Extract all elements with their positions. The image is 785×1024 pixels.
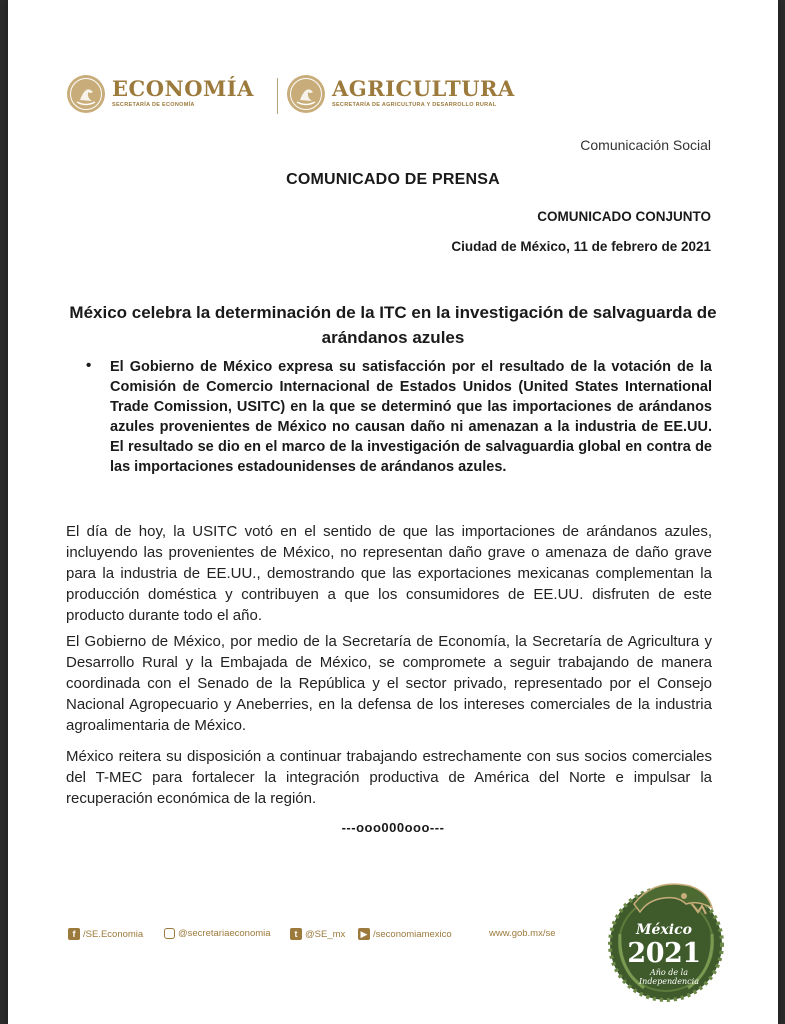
- social-footer: [68, 925, 588, 945]
- mexico-seal-icon: [66, 74, 106, 114]
- website-link[interactable]: www.gob.mx/se: [489, 928, 556, 939]
- instagram-icon: [164, 928, 175, 939]
- body-paragraph: El Gobierno de México, por medio de la Secretaría de Economía, la Secretaría de Agricultura y Desarrollo Rural y la Embajada de México, se compromete a seguir trabajando de manera coordinada con el Senado de la República y el sector privado, representado por el Consejo Nacional Agropecuario y Aneberries, en la defensa de los intereses comerciales de la industria agroalimentaria de México.: [66, 633, 712, 734]
- youtube-link[interactable]: [358, 928, 452, 940]
- emblem-country: México: [636, 922, 692, 938]
- instagram-handle: @secretariaeconomia: [178, 928, 271, 939]
- economia-logo-name: ECONOMÍA: [112, 76, 254, 101]
- instagram-link[interactable]: [164, 928, 271, 939]
- emblem-caption: [634, 968, 704, 986]
- twitter-icon: t: [290, 928, 302, 940]
- department-label: Comunicación Social: [580, 137, 711, 153]
- economia-logo-subtitle: SECRETARÍA DE ECONOMÍA: [112, 102, 195, 108]
- agricultura-logo-name: AGRICULTURA: [332, 76, 515, 101]
- facebook-handle: /SE.Economia: [83, 928, 144, 940]
- youtube-handle: /seconomiamexico: [373, 928, 452, 940]
- twitter-handle: @SE_mx: [305, 928, 346, 940]
- facebook-icon: f: [68, 928, 80, 940]
- dateline: Ciudad de México, 11 de febrero de 2021: [451, 239, 711, 254]
- logo-divider: [277, 78, 278, 114]
- document-page: [8, 0, 778, 1024]
- youtube-icon: ▶: [358, 928, 370, 940]
- facebook-link[interactable]: [68, 928, 143, 940]
- header-logos: [66, 72, 546, 120]
- body-paragraph: México reitera su disposición a continuar trabajando estrechamente con sus socios comerciales del T-MEC para fortalecer la integración productiva de América del Norte e impulsar la recuperación económica de la región.: [66, 748, 712, 807]
- emblem-caption-line1: Año de la: [649, 968, 688, 977]
- closing-separator: ---ooo000ooo---: [341, 820, 445, 835]
- emblem-caption-line2: Independencia: [639, 977, 699, 986]
- twitter-link[interactable]: [290, 928, 345, 940]
- press-headline: México celebra la determinación de la ITC en la investigación de salvaguarda de arándanos azules: [69, 303, 717, 347]
- agricultura-logo-subtitle: SECRETARÍA DE AGRICULTURA Y DESARROLLO RURAL: [332, 102, 497, 108]
- summary-bullet-text: El Gobierno de México expresa su satisfacción por el resultado de la votación de la Comisión de Comercio Internacional de Estados Unidos (United States International Trade Comission, USITC) en la que se determinó que las importaciones de arándanos azules provenientes de México no causan daño ni amenazan a la industria de EE.UU. El resultado se dio en el marco de la investigación de salvaguardia global en contra de las importaciones estadounidenses de arándanos azules.: [110, 359, 712, 475]
- document-type-title: COMUNICADO DE PRENSA: [286, 171, 500, 188]
- bullet-icon: •: [86, 357, 92, 374]
- emblem-year: 2021: [627, 938, 701, 969]
- joint-release-label: COMUNICADO CONJUNTO: [537, 209, 711, 224]
- summary-bullet: [84, 357, 712, 477]
- body-paragraph: El día de hoy, la USITC votó en el sentido de que las importaciones de arándanos azules, incluyendo las provenientes de México, no representan daño grave o amenaza de daño grave para la industria de EE.UU., demostrando que las exportaciones mexicanas complementan la producción doméstica y contribuyen a que los consumidores de EE.UU. disfruten de este producto durante todo el año.: [66, 523, 712, 624]
- mexico-seal-icon: [286, 74, 326, 114]
